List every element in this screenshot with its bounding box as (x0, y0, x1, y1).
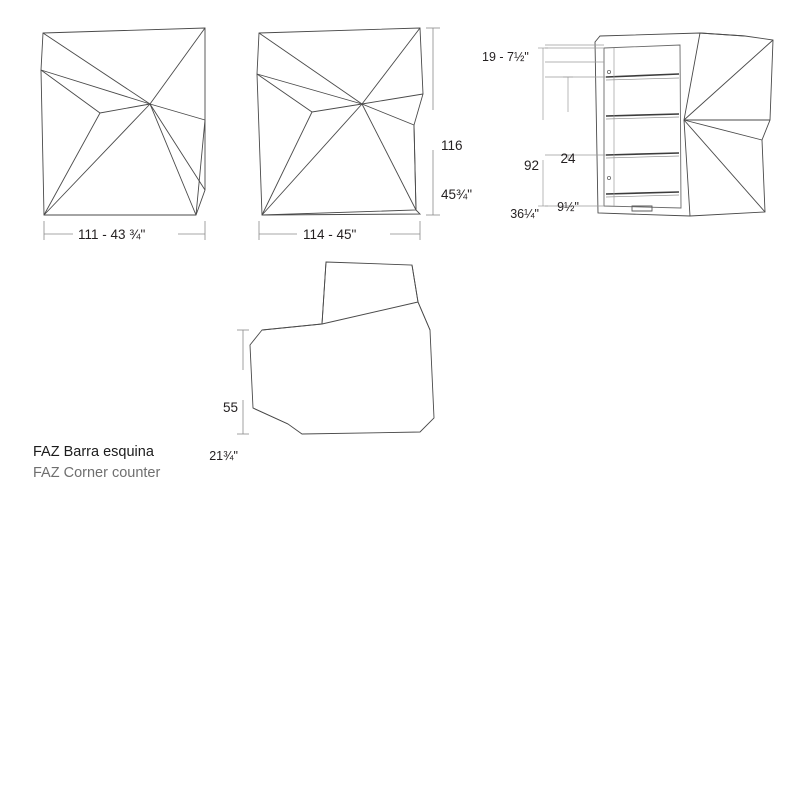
section-fold-r2 (684, 120, 762, 140)
plan-fold-4 (253, 408, 288, 424)
dimension-overall-height-imperial: 45¾" (441, 187, 473, 203)
section-interior (604, 45, 681, 208)
caption-title-en: FAZ Corner counter (33, 464, 161, 481)
front-crease-2 (150, 28, 205, 104)
plan-fold-1 (412, 265, 418, 302)
dimension-side-width: 114 - 45" (303, 227, 357, 242)
section-top-edge-r (700, 33, 745, 36)
dimension-plan-depth-imperial: 21¾" (209, 449, 238, 464)
dimension-shelf-spacing (551, 118, 585, 232)
side-crease-7 (362, 104, 414, 125)
plan-fold-2 (418, 302, 430, 330)
front-crease-8 (41, 70, 150, 113)
section-shelves (606, 74, 679, 194)
dimension-shelf-spacing-imperial: 9½" (557, 200, 579, 215)
plan-fold-3 (262, 324, 322, 330)
dimension-shelf-spacing-metric: 24 (560, 150, 576, 166)
overall-height-dimension (426, 28, 440, 215)
dimension-interior-height-imperial: 36¼" (510, 207, 539, 222)
front-outline (41, 28, 205, 215)
side-crease-3 (257, 74, 362, 104)
dimension-interior-height-metric: 92 (523, 157, 539, 173)
plan-depth-dimension (237, 330, 249, 434)
section-shelf-edges (606, 78, 679, 197)
plan-view (250, 262, 434, 434)
plan-outline (250, 262, 434, 434)
dimension-overall-height (441, 105, 472, 220)
side-elevation-view (257, 28, 423, 215)
side-crease-5 (362, 104, 416, 210)
dimension-top-gap: 19 - 7½" (482, 50, 529, 64)
side-crease-4 (262, 104, 362, 215)
plan-inner-edge-v (322, 262, 326, 324)
front-crease-6 (150, 104, 205, 190)
plan-inner-edge-h (322, 302, 418, 324)
front-elevation-view (41, 28, 205, 215)
section-hinges (607, 70, 610, 179)
front-crease-4 (44, 104, 150, 215)
section-fold-top-right (684, 40, 773, 120)
side-crease-10 (414, 125, 416, 210)
section-fold-front (684, 33, 700, 216)
front-crease-3 (41, 70, 150, 104)
dimension-plan-depth-metric: 55 (222, 399, 238, 415)
dimension-interior-height (505, 125, 539, 239)
front-crease-10 (196, 120, 205, 215)
dimension-front-width: 111 - 43 ¾" (78, 227, 146, 242)
side-crease-6 (362, 94, 423, 104)
front-crease-5 (150, 104, 196, 215)
dimension-overall-height-metric: 116 (441, 137, 463, 153)
section-view (595, 33, 773, 216)
drawing-caption (33, 442, 363, 483)
side-crease-9 (262, 112, 312, 215)
front-crease-1 (43, 33, 150, 104)
caption-title-es: FAZ Barra esquina (33, 444, 154, 460)
side-crease-2 (362, 28, 420, 104)
side-crease-1 (259, 33, 362, 104)
section-fold-bottom-right (684, 120, 765, 212)
front-crease-9 (44, 113, 100, 215)
